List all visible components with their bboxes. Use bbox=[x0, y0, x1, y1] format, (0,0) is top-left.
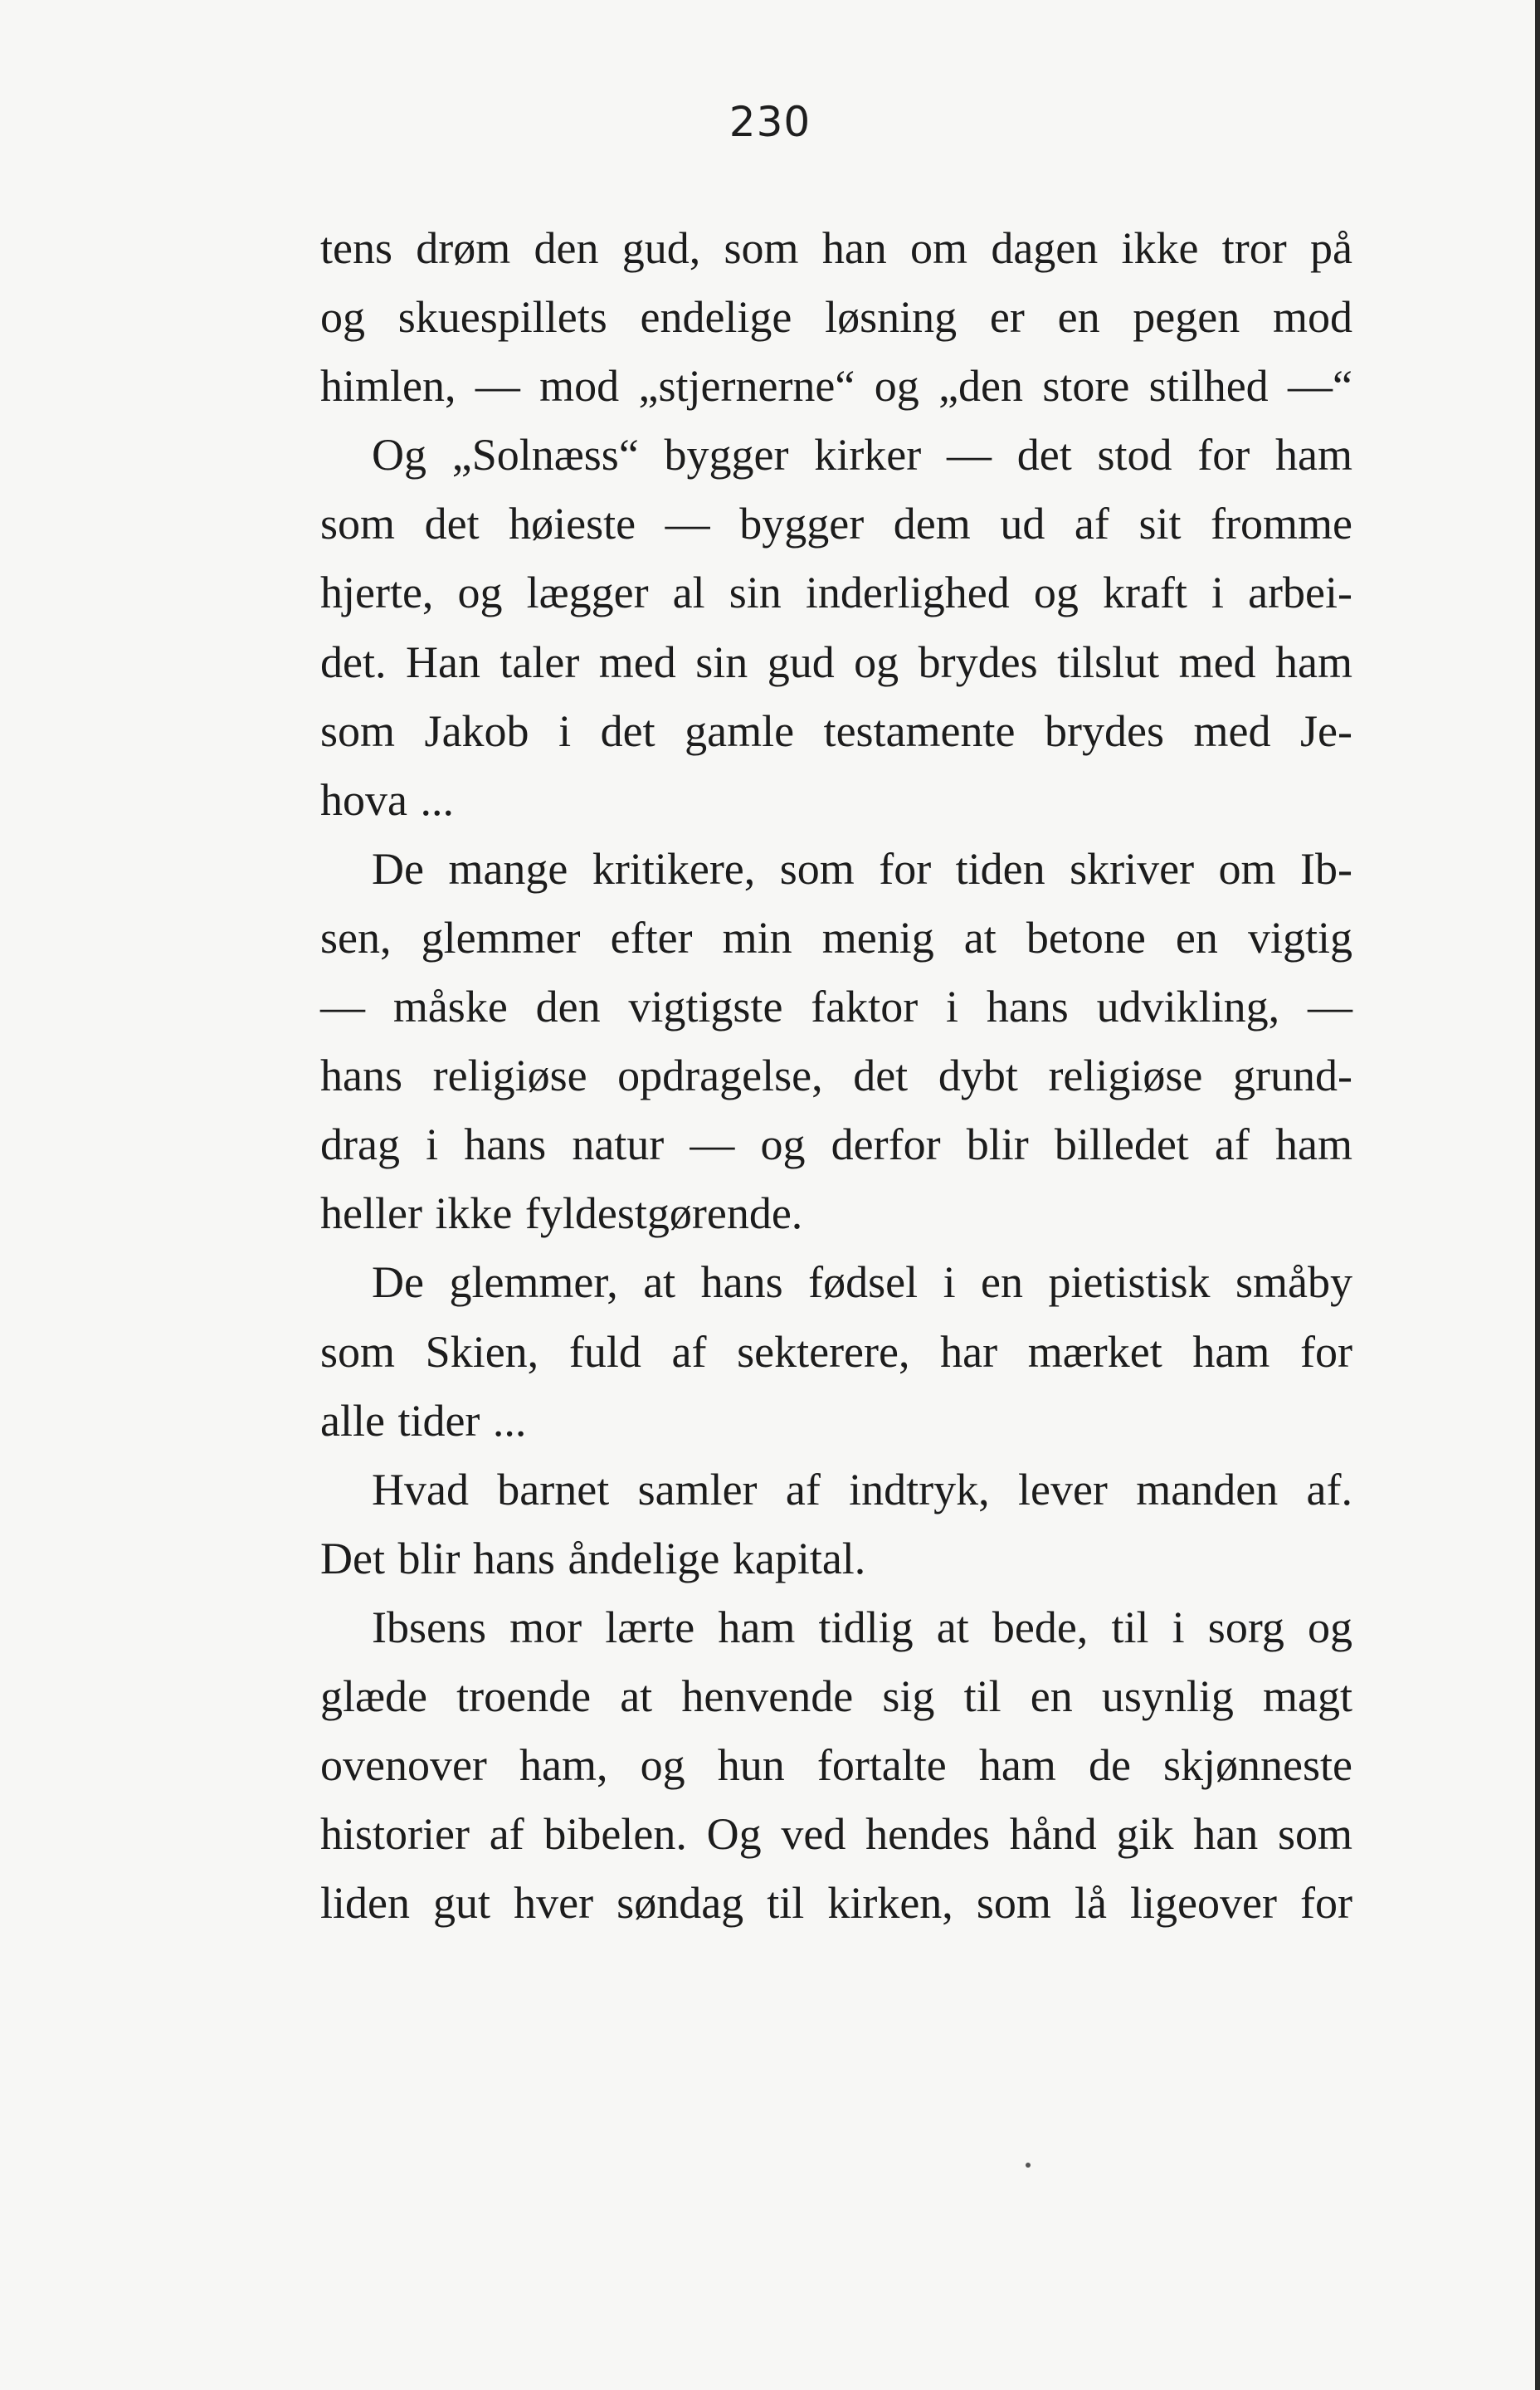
text-line: som Jakob i det gamle testamente brydes med Je- bbox=[320, 705, 1352, 756]
text-line: drag i hans natur — og derfor blir billedet af ham bbox=[320, 1119, 1352, 1170]
text-line: ovenover ham, og hun fortalte ham de skjønneste bbox=[320, 1740, 1352, 1791]
text-line: heller ikke fyldestgørende. bbox=[320, 1188, 803, 1239]
text-line: Hvad barnet samler af indtryk, lever manden af. bbox=[372, 1464, 1352, 1514]
text-line: Og „Solnæss“ bygger kirker — det stod for ham bbox=[372, 430, 1352, 480]
text-line: historier af bibelen. Og ved hendes hånd gik han som bbox=[320, 1809, 1352, 1860]
text-line: Det blir hans åndelige kapital. bbox=[320, 1533, 866, 1583]
page-edge bbox=[1535, 0, 1540, 2390]
text-line: som Skien, fuld af sekterere, har mærket ham for bbox=[320, 1326, 1352, 1377]
text-line: hans religiøse opdragelse, det dybt religiøse grund- bbox=[320, 1051, 1352, 1101]
print-speck bbox=[1026, 2163, 1031, 2168]
text-line: hjerte, og lægger al sin inderlighed og kraft i arbei- bbox=[320, 568, 1352, 618]
text-line: De mange kritikere, som for tiden skriver om Ib- bbox=[372, 843, 1352, 894]
page-number: 230 bbox=[729, 98, 811, 146]
text-line: sen, glemmer efter min menig at betone en vigtig bbox=[320, 912, 1352, 963]
text-line: og skuespillets endelige løsning er en pegen mod bbox=[320, 292, 1352, 343]
text-line: — måske den vigtigste faktor i hans udvikling, — bbox=[320, 982, 1352, 1032]
text-line: glæde troende at henvende sig til en usynlig magt bbox=[320, 1671, 1352, 1721]
text-line: alle tider ... bbox=[320, 1395, 527, 1446]
text-line: De glemmer, at hans fødsel i en pietistisk småby bbox=[372, 1257, 1352, 1308]
text-line: som det høieste — bygger dem ud af sit fromme bbox=[320, 499, 1352, 549]
body-text bbox=[320, 214, 1352, 1938]
text-line: Ibsens mor lærte ham tidlig at bede, til i sorg og bbox=[372, 1602, 1352, 1652]
text-line: liden gut hver søndag til kirken, som lå ligeover for bbox=[320, 1878, 1352, 1929]
text-line: tens drøm den gud, som han om dagen ikke tror på bbox=[320, 223, 1352, 273]
text-line: himlen, — mod „stjernerne“ og „den store stilhed —“ bbox=[320, 361, 1352, 412]
text-line: hova ... bbox=[320, 774, 454, 825]
text-line: det. Han taler med sin gud og brydes tilslut med ham bbox=[320, 637, 1352, 687]
